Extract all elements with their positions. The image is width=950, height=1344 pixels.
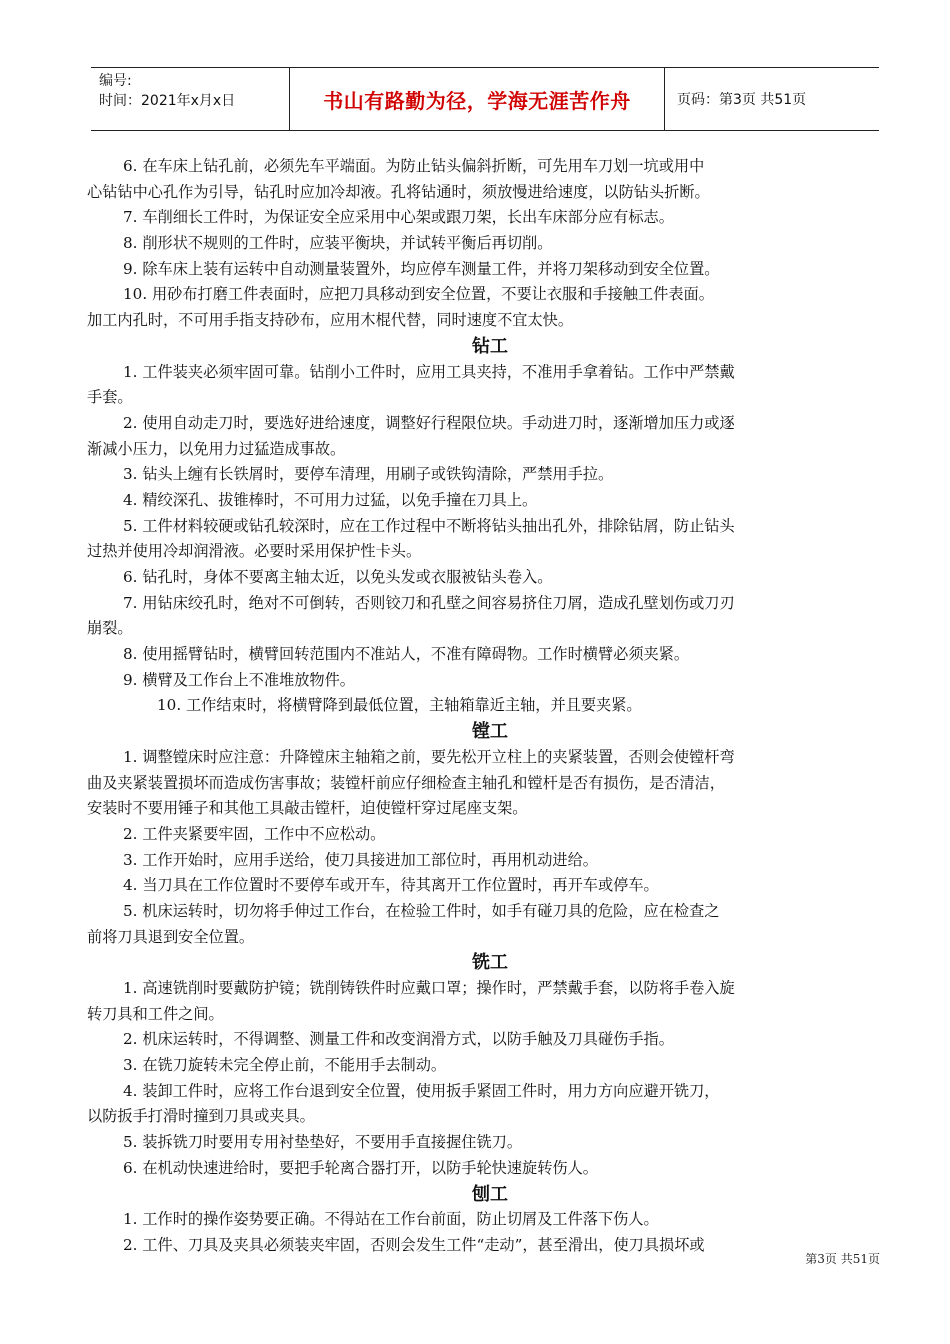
document-time-label: 时间：2021年x月x日	[99, 93, 236, 109]
text-line: 1. 工作时的操作姿势要正确。不得站在工作台前面，防止切屑及工件落下伤人。	[123, 1210, 659, 1229]
header-page-cell	[665, 68, 879, 130]
text-line: 8. 削形状不规则的工件时，应装平衡块，并试转平衡后再切削。	[123, 234, 553, 253]
text-line: 3. 钻头上缠有长铁屑时，要停车清理，用刷子或铁钩清除，严禁用手拉。	[123, 465, 614, 484]
section-heading: 刨工	[472, 1183, 508, 1205]
text-line: 渐减小压力，以免用力过猛造成事故。	[87, 439, 346, 458]
text-line: 过热并使用冷却润滑液。必要时采用保护性卡头。	[87, 542, 422, 561]
text-line: 转刀具和工件之间。	[87, 1004, 224, 1023]
text-line: 4. 装卸工件时，应将工作台退到安全位置，使用扳手紧固工件时，用力方向应避开铣刀，	[123, 1081, 720, 1100]
page-footer: 第3页 共51页	[805, 1252, 880, 1266]
section-heading: 钻工	[472, 335, 508, 357]
text-line: 6. 钻孔时，身体不要离主轴太近，以免头发或衣服被钻头卷入。	[123, 568, 553, 586]
header-page-info: 页码：第3页 共51页	[677, 92, 807, 108]
text-line: 1. 工件装夹必须牢固可靠。钻削小工件时，应用工具夹持，不准用手拿着钻。工作中严禁戴	[123, 362, 735, 381]
section-heading: 铣工	[472, 952, 508, 974]
text-line: 1. 高速铣削时要戴防护镜；铣削铸铁件时应戴口罩；操作时，严禁戴手套，以防将手卷入旋	[123, 979, 735, 997]
text-line: 曲及夹紧装置损坏而造成伤害事故；装镗杆前应仔细检查主轴孔和镗杆是否有损伤，是否清洁，	[87, 773, 725, 792]
text-line: 2. 机床运转时，不得调整、测量工件和改变润滑方式，以防手触及刀具碰伤手指。	[123, 1030, 674, 1049]
header-motto-cell	[290, 68, 665, 130]
page-header	[91, 67, 879, 131]
text-line: 2. 工件、刀具及夹具必须装夹牢固，否则会发生工件“走动”，甚至滑出，使刀具损坏或	[123, 1235, 705, 1254]
document-number-label: 编号:	[99, 73, 132, 89]
text-line: 9. 横臂及工作台上不准堆放物件。	[123, 670, 355, 689]
text-line: 加工内孔时，不可用手指支持砂布，应用木棍代替，同时速度不宜太快。	[87, 311, 573, 330]
text-line: 4. 当刀具在工作位置时不要停车或开车，待其离开工作位置时，再开车或停车。	[123, 876, 659, 895]
header-motto: 书山有路勤为径，学海无涯苦作舟	[323, 88, 631, 113]
text-line: 安装时不要用锤子和其他工具敲击镗杆，迫使镗杆穿过尾座支架。	[87, 799, 528, 818]
text-line: 心钻钻中心孔作为引导，钻孔时应加冷却液。孔将钻通时，须放慢进给速度，以防钻头折断。	[87, 182, 710, 201]
text-line: 10. 用砂布打磨工件表面时，应把刀具移动到安全位置，不要让衣服和手接触工件表面。	[123, 285, 714, 304]
text-line: 5. 装拆铣刀时要用专用衬垫垫好，不要用手直接握住铣刀。	[123, 1133, 523, 1152]
text-line: 以防扳手打滑时撞到刀具或夹具。	[87, 1107, 315, 1126]
text-line: 6. 在机动快速进给时，要把手轮离合器打开，以防手轮快速旋转伤人。	[123, 1158, 598, 1177]
section-heading: 镗工	[472, 721, 508, 743]
text-line: 手套。	[87, 388, 133, 407]
text-line: 9. 除车床上装有运转中自动测量装置外，均应停车测量工件，并将刀架移动到安全位置。	[123, 259, 720, 278]
text-line: 7. 车削细长工件时，为保证安全应采用中心架或跟刀架，长出车床部分应有标志。	[123, 208, 674, 227]
text-line: 前将刀具退到安全位置。	[87, 927, 255, 946]
text-line: 崩裂。	[87, 619, 133, 638]
text-line: 1. 调整镗床时应注意：升降镗床主轴箱之前，要先松开立柱上的夹紧装置，否则会使镗杆弯	[123, 747, 735, 766]
text-line: 4. 精绞深孔、拔锥棒时，不可用力过猛，以免手撞在刀具上。	[123, 490, 538, 509]
text-line: 2. 使用自动走刀时，要选好进给速度，调整好行程限位块。手动进刀时，逐渐增加压力或逐	[123, 413, 735, 432]
text-line: 7. 用钻床绞孔时，绝对不可倒转，否则铰刀和孔壁之间容易挤住刀屑，造成孔壁划伤或刀刃	[123, 593, 735, 612]
text-line: 2. 工件夹紧要牢固，工作中不应松动。	[123, 824, 386, 843]
text-line: 5. 工件材料较硬或钻孔较深时，应在工作过程中不断将钻头抽出孔外，排除钻屑，防止钻头	[123, 516, 735, 535]
text-line: 10. 工作结束时，将横臂降到最低位置，主轴箱靠近主轴，并且要夹紧。	[157, 696, 642, 715]
text-line: 3. 在铣刀旋转未完全停止前，不能用手去制动。	[123, 1056, 447, 1075]
text-line: 8. 使用摇臂钻时，横臂回转范围内不准站人，不准有障碍物。工作时横臂必须夹紧。	[123, 645, 690, 664]
document-body	[87, 154, 893, 1259]
text-line: 5. 机床运转时，切勿将手伸过工作台，在检验工件时，如手有碰刀具的危险，应在检查之	[123, 901, 720, 920]
text-line: 6. 在车床上钻孔前，必须先车平端面。为防止钻头偏斜折断，可先用车刀划一坑或用中	[123, 157, 705, 175]
text-line: 3. 工作开始时，应用手送给，使刀具接进加工部位时，再用机动进给。	[123, 850, 598, 869]
header-info-cell	[91, 68, 290, 130]
